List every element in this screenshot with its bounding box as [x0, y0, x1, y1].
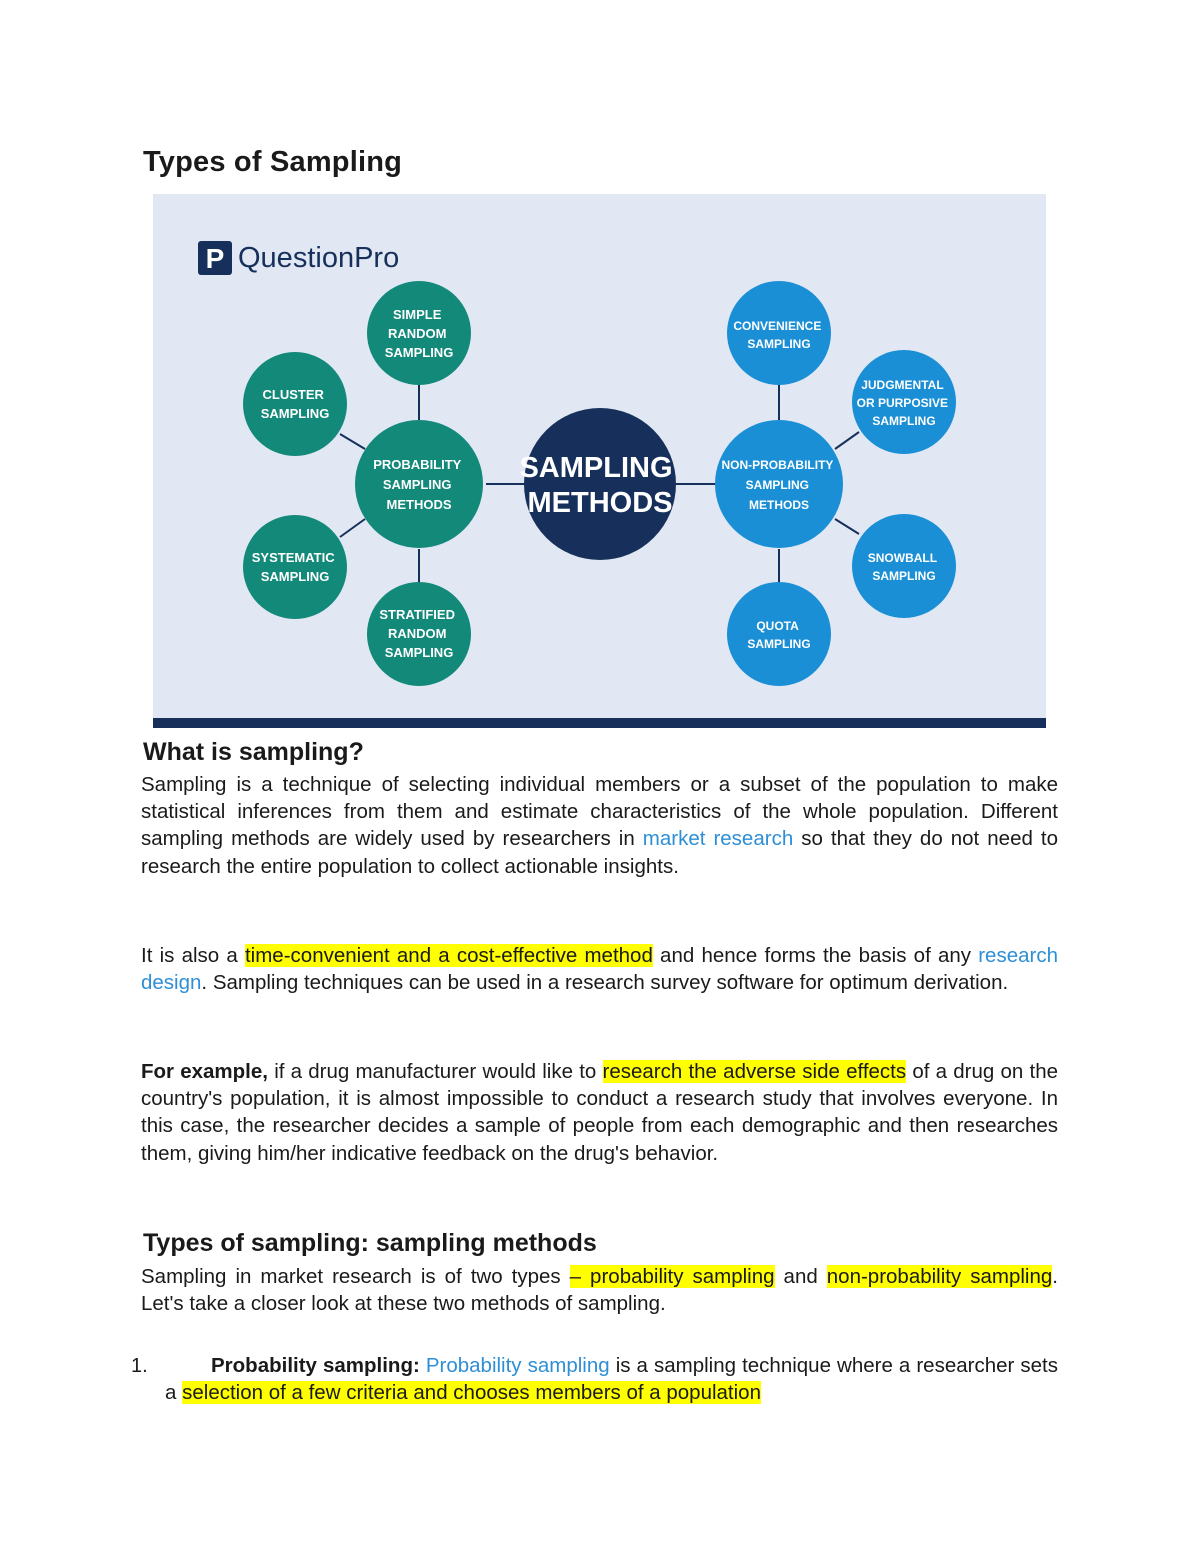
node-circle: [727, 281, 831, 385]
heading-what-is-sampling: What is sampling?: [143, 738, 364, 766]
node-circle: [727, 582, 831, 686]
node-label-line: SAMPLING: [747, 337, 811, 351]
highlight-non-probability-sampling: non-probability sampling: [826, 1265, 1053, 1288]
node-label-line: SAMPLING: [384, 645, 454, 660]
highlight-time-convenient: time-convenient and a cost-effective method: [244, 944, 653, 967]
nonprobability-hub-line: METHODS: [749, 498, 809, 512]
paragraph-two-types: [141, 1263, 1058, 1317]
link-market-research[interactable]: market research: [642, 827, 794, 851]
probability-hub-line: PROBABILITY: [373, 457, 462, 472]
node-snowball-sampling: [852, 514, 956, 618]
node-label-line: CONVENIENCE: [733, 319, 822, 333]
highlight-selection-criteria: selection of a few criteria and chooses members of a population: [182, 1381, 761, 1405]
node-label: [385, 307, 454, 360]
text-run: It is also a: [141, 944, 245, 967]
node-quota-sampling: [727, 582, 831, 686]
nonprobability-hub-line: NON-PROBABILITY: [721, 458, 834, 472]
node-label-line: QUOTA: [756, 619, 799, 633]
node-label-line: RANDOM: [387, 626, 447, 641]
node-label-line: STRATIFIED: [379, 607, 455, 622]
node-circle: [243, 515, 347, 619]
text-run: and: [774, 1265, 827, 1288]
node-cluster-sampling: [243, 352, 347, 456]
questionpro-logo: [198, 241, 399, 275]
link-research-design[interactable]: research design: [141, 944, 1058, 995]
text-run: of a drug on the country's population, it is almost impossible to conduct a research study that involves everyone. In this case, the researcher decides a sample of people from each demographic and then researches them, giving him/her indicative feedback on the drug's behavior.: [141, 1060, 1058, 1165]
node-label-line: SAMPLING: [747, 637, 811, 651]
text-run: if a drug manufacturer would like to: [267, 1060, 603, 1083]
highlight-adverse-effects: research the adverse side effects: [602, 1060, 907, 1083]
node-label-line: SAMPLING: [384, 345, 454, 360]
node-systematic-sampling: [243, 515, 347, 619]
center-node-circle: [524, 408, 676, 560]
paragraph-example: [141, 1058, 1058, 1167]
node-label-line: SAMPLING: [872, 569, 936, 583]
nonprobability-hub-node: [715, 420, 843, 548]
text-bold-for-example: For example,: [141, 1060, 268, 1083]
center-label-line: METHODS: [527, 487, 673, 519]
paragraph-definition: [141, 771, 1058, 880]
node-judgmental-purposive-sampling: [852, 350, 956, 454]
center-label-line: SAMPLING: [519, 452, 673, 484]
node-label-line: SYSTEMATIC: [251, 550, 335, 565]
text-run: . Sampling techniques can be used in a research survey software for optimum derivation.: [201, 971, 1009, 995]
list-item-probability-sampling: [165, 1352, 1058, 1406]
text-run: so that they do not need to research the entire population to collect actionable insights.: [141, 827, 1058, 878]
sampling-methods-figure: [153, 194, 1046, 728]
text-run: and hence forms the basis of any: [652, 944, 979, 967]
node-simple-random-sampling: [367, 281, 471, 385]
node-convenience-sampling: [727, 281, 831, 385]
nonprobability-hub-line: SAMPLING: [745, 478, 809, 492]
questionpro-logo-letter: P: [205, 243, 225, 274]
node-label-line: SNOWBALL: [867, 551, 937, 565]
node-label-line: SAMPLING: [260, 569, 330, 584]
list-number: 1.: [131, 1355, 148, 1377]
text-run: . Let's take a closer look at these two methods of sampling.: [141, 1265, 1058, 1316]
text-run: Sampling is a technique of selecting individual members or a subset of the population to make statistical inferences from them and estimate characteristics of the whole population. Different sampling methods are widely used by researchers in: [141, 773, 1058, 851]
node-circle: [243, 352, 347, 456]
probability-hub-node: [355, 420, 483, 548]
paragraph-cost-effective: [141, 942, 1058, 996]
node-label: [379, 607, 458, 660]
node-circle: [852, 514, 956, 618]
node-label-line: SAMPLING: [872, 414, 936, 428]
probability-hub-label: [373, 457, 465, 512]
page-title: Types of Sampling: [143, 146, 403, 178]
questionpro-logo-text: QuestionPro: [238, 242, 400, 274]
text-bold-probability-sampling: Probability sampling:: [211, 1354, 420, 1377]
probability-hub-line: SAMPLING: [382, 477, 452, 492]
node-label-line: JUDGMENTAL: [861, 378, 944, 392]
node-label-line: CLUSTER: [262, 387, 324, 402]
text-run: Sampling in market research is of two types: [141, 1265, 570, 1288]
node-stratified-random-sampling: [367, 582, 471, 686]
figure-bottom-bar: [153, 718, 1046, 728]
probability-hub-line: METHODS: [386, 497, 452, 512]
node-label-line: OR PURPOSIVE: [856, 396, 949, 410]
sampling-methods-diagram: [153, 194, 1046, 728]
node-label-line: SIMPLE: [392, 307, 442, 322]
text-run: is a sampling technique where a researcher sets a: [165, 1354, 1058, 1405]
link-probability-sampling[interactable]: Probability sampling: [425, 1354, 610, 1377]
heading-types-of-sampling: Types of sampling: sampling methods: [143, 1229, 597, 1257]
node-label-line: RANDOM: [387, 326, 447, 341]
node-label-line: SAMPLING: [260, 406, 330, 421]
highlight-probability-sampling: – probability sampling: [569, 1265, 775, 1288]
